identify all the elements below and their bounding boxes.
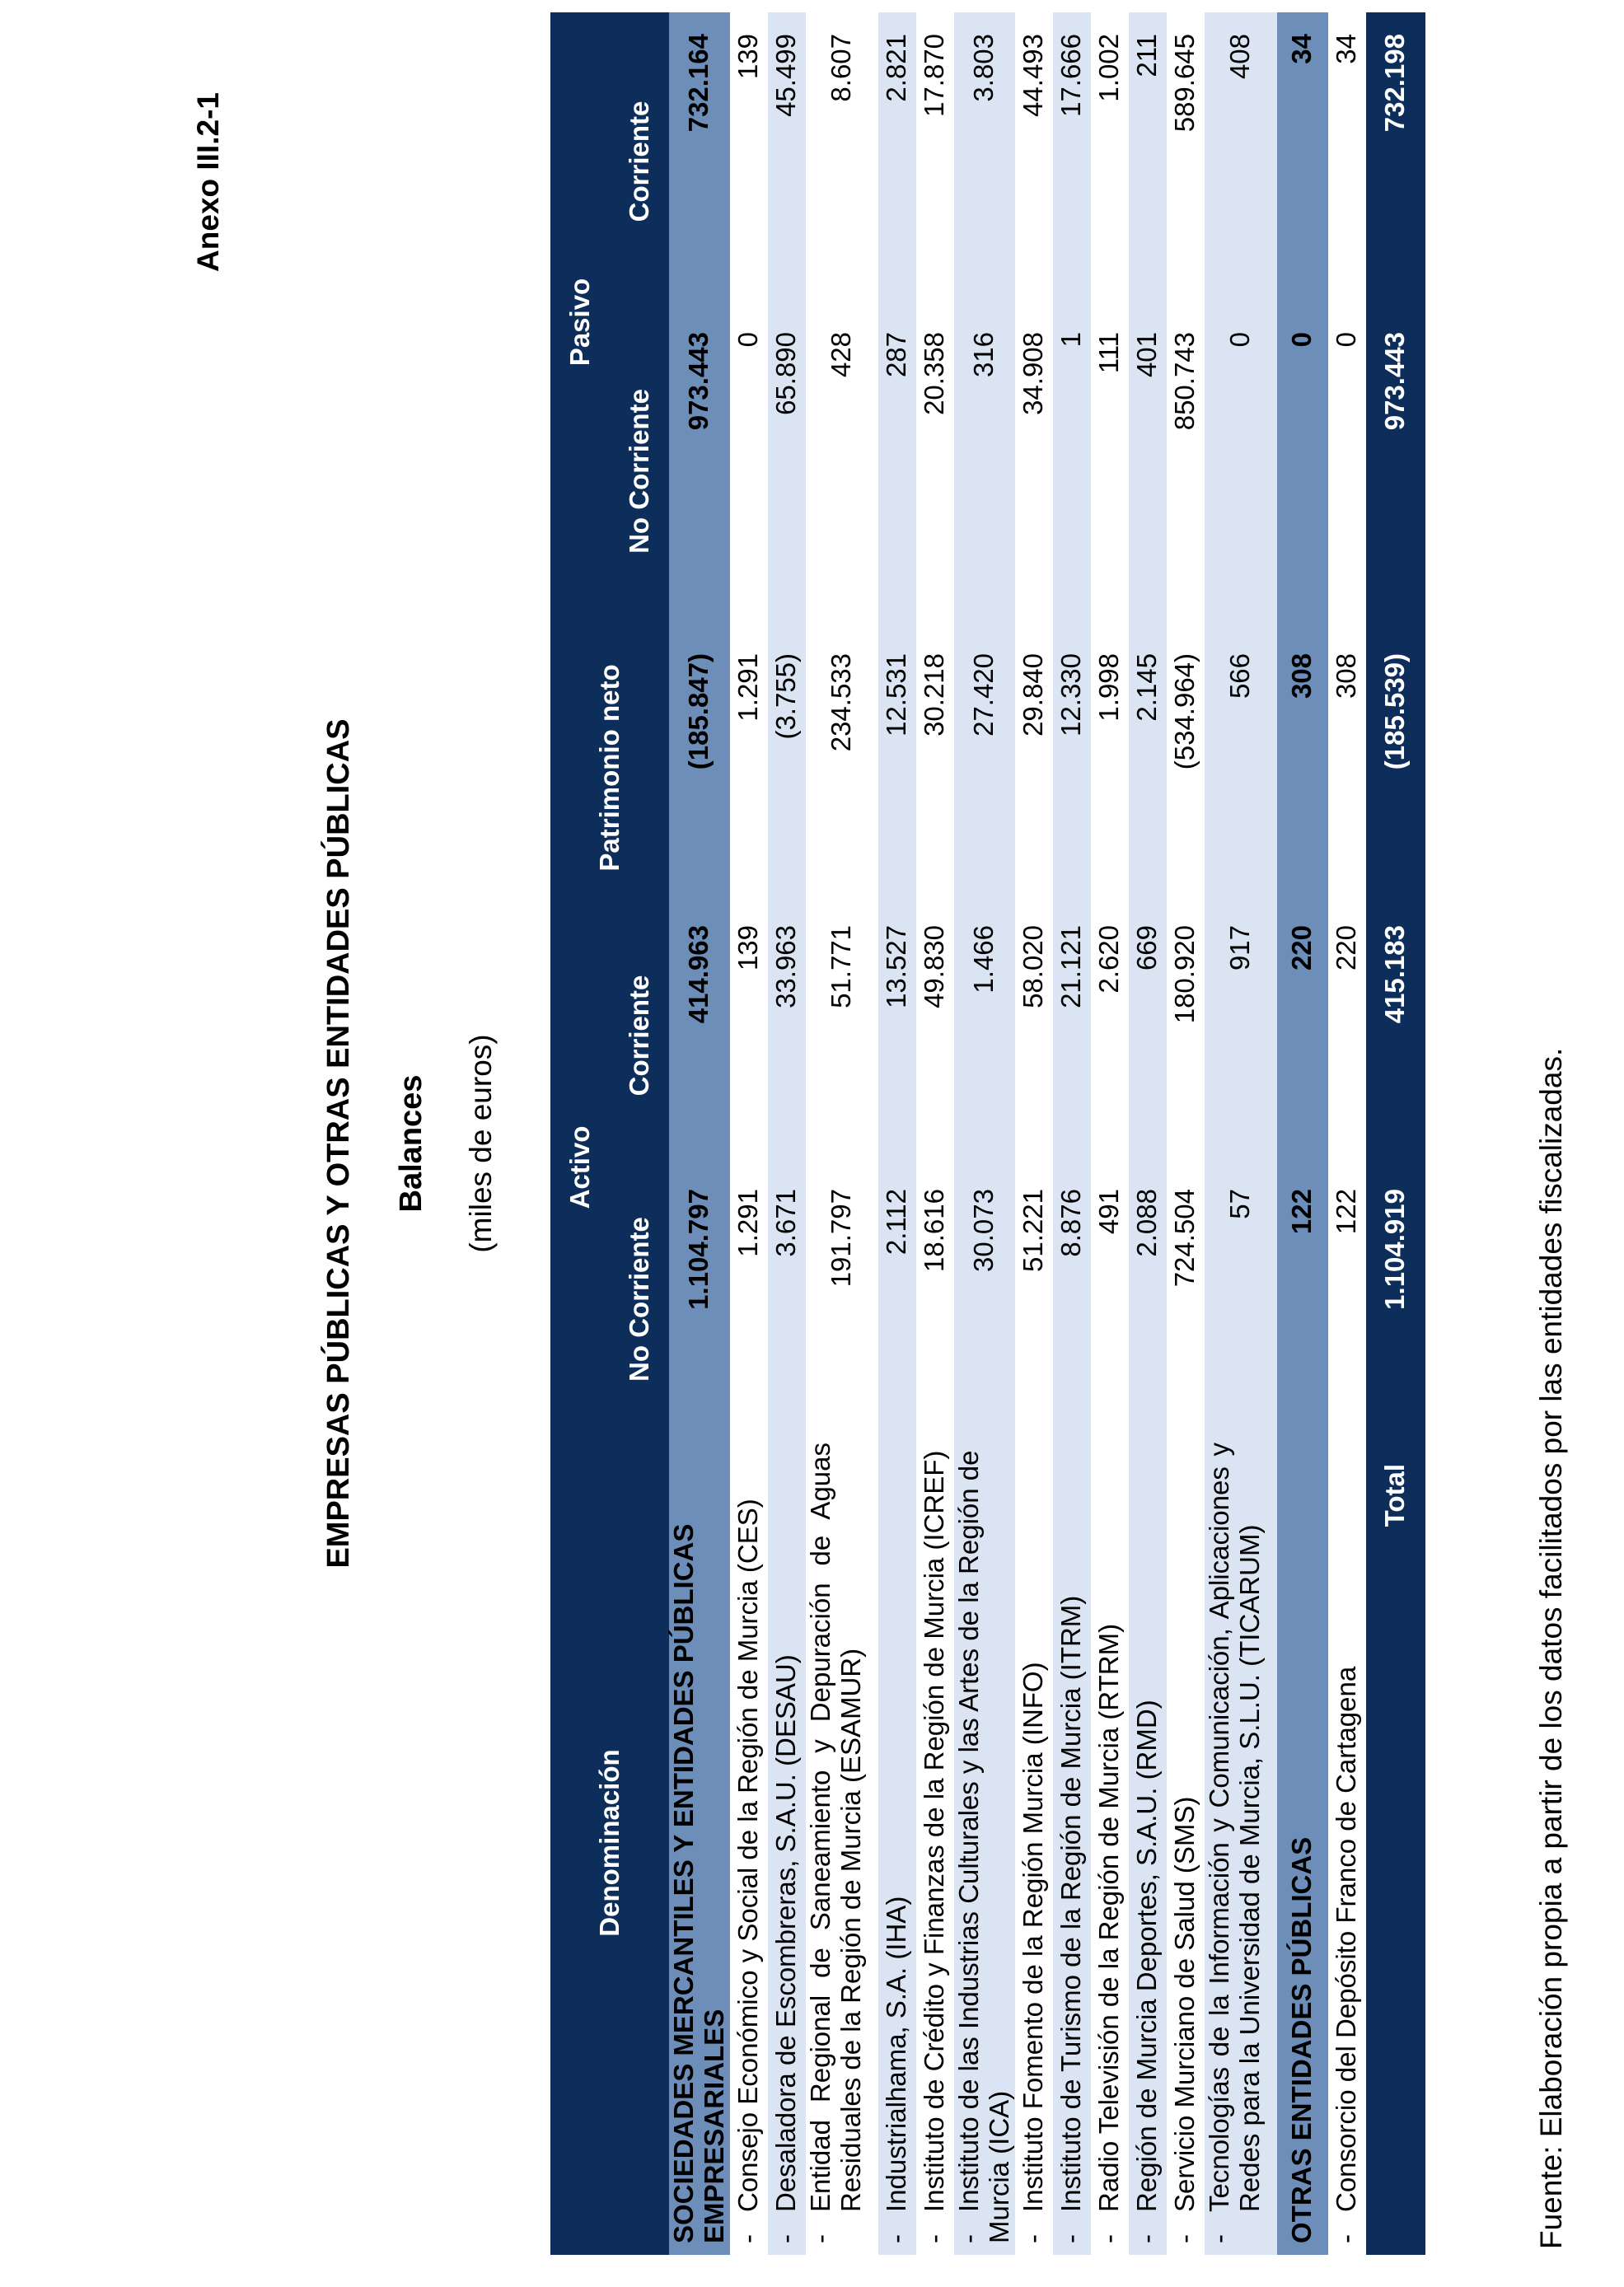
table-row [1015,12,1053,2255]
cell-value: 414.963 [669,904,730,1167]
cell-value: 49.830 [916,904,954,1167]
table-row [878,12,916,2255]
row-name: Entidad Regional de Saneamiento y Depuración de Aguas Residuales de la Región de Murcia (ESAMUR) [804,1443,866,2212]
cell-value: 287 [878,311,916,632]
cell-value: 669 [1129,904,1167,1167]
row-dash: - [1055,2234,1087,2243]
cell-value: 12.531 [878,632,916,904]
cell-value: 122 [1277,1167,1328,1431]
cell-value: 17.870 [916,12,954,311]
cell-value: 973.443 [669,311,730,632]
cell-value: 1.002 [1091,12,1129,311]
cell-value: 8.876 [1053,1167,1091,1431]
header-patrimonio: Patrimonio neto [550,632,669,904]
cell-value: 2.112 [878,1167,916,1431]
cell-value: 21.121 [1053,904,1091,1167]
cell-value: 732.164 [669,12,730,311]
cell-value: 308 [1328,632,1366,904]
cell-value: 51.771 [806,904,878,1167]
cell-value: 30.218 [916,632,954,904]
cell-value: 20.358 [916,311,954,632]
cell-value: 917 [1205,904,1277,1167]
row-name: Consejo Económico y Social de la Región de Murcia (CES) [732,1499,764,2212]
row-name: Servicio Murciano de Salud (SMS) [1169,1796,1200,2212]
table-row [954,12,1015,2255]
cell-value: 30.073 [954,1167,1015,1431]
cell-value: 408 [1205,12,1277,311]
cell-value: 44.493 [1015,12,1053,311]
cell-value: 180.920 [1167,904,1205,1167]
table-row [1053,12,1091,2255]
cell-value: 724.504 [1167,1167,1205,1431]
section-row [669,12,730,2255]
cell-value: 65.890 [768,311,806,632]
cell-value: 1.998 [1091,632,1129,904]
cell-value: 122 [1328,1167,1366,1431]
header-pasivo: Pasivo [550,12,610,632]
row-name: Región de Murcia Deportes, S.A.U. (RMD) [1131,1700,1163,2212]
table-row [768,12,806,2255]
page-subtitle: Balances [394,1074,428,1213]
cell-value: 34.908 [1015,311,1053,632]
cell-value: 33.963 [768,904,806,1167]
row-dash: - [804,2234,835,2243]
row-dash: - [732,2234,764,2243]
cell-value: 1.104.919 [1366,1167,1425,1431]
section-name: SOCIEDADES MERCANTILES Y ENTIDADES PÚBLICAS EMPRESARIALES [669,1431,730,2255]
table-row [1129,12,1167,2255]
balances-table [550,12,1425,2255]
cell-value: 1.291 [730,1167,768,1431]
row-name: Tecnologías de la Información y Comunicación, Aplicaciones y Redes para la Universidad de Murcia, S.L.U. (TICARUM) [1203,1443,1265,2212]
annex-label: Anexo III.2-1 [191,92,225,272]
cell-value: 234.533 [806,632,878,904]
cell-value: (534.964) [1167,632,1205,904]
table-row [916,12,954,2255]
cell-value: 428 [806,311,878,632]
cell-value: 139 [730,904,768,1167]
row-name: Instituto de Crédito y Finanzas de la Región de Murcia (ICREF) [919,1450,950,2212]
cell-value: 401 [1129,311,1167,632]
table-row [1328,12,1366,2255]
table-row [1205,12,1277,2255]
cell-value: 1.104.797 [669,1167,730,1431]
cell-value: 0 [1277,311,1328,632]
cell-value: 139 [730,12,768,311]
row-name: Instituto de las Industrias Culturales y las Artes de la Región de Murcia (ICA) [952,1450,1014,2243]
units-label: (miles de euros) [464,1034,498,1253]
cell-value: 18.616 [916,1167,954,1431]
row-name: Radio Televisión de la Región de Murcia (RTRM) [1093,1623,1125,2212]
row-dash: - [1018,2234,1049,2243]
table-row [806,12,878,2255]
header-pasivo-corriente: Corriente [610,12,669,311]
cell-value: 211 [1129,12,1167,311]
table-row [730,12,768,2255]
row-dash: - [881,2234,912,2243]
row-dash: - [1331,2234,1362,2243]
cell-value: 2.821 [878,12,916,311]
header-denominacion: Denominación [550,1431,669,2255]
cell-value: 34 [1277,12,1328,311]
row-dash: - [952,2234,984,2243]
cell-value: 566 [1205,632,1277,904]
cell-value: 589.645 [1167,12,1205,311]
cell-value: 1 [1053,311,1091,632]
row-name: Instituto Fomento de la Región Murcia (INFO) [1018,1662,1049,2212]
cell-value: 111 [1091,311,1129,632]
cell-value: (185.539) [1366,632,1425,904]
row-name: Consorcio del Depósito Franco de Cartagena [1331,1666,1362,2212]
cell-value: 51.221 [1015,1167,1053,1431]
cell-value: 2.620 [1091,904,1129,1167]
row-dash: - [1093,2234,1125,2243]
cell-value: 220 [1277,904,1328,1167]
header-activo: Activo [550,904,610,1431]
row-dash: - [770,2234,802,2243]
cell-value: (3.755) [768,632,806,904]
cell-value: 0 [1205,311,1277,632]
header-activo-corriente: Corriente [610,904,669,1167]
table-row [1167,12,1205,2255]
row-name: Instituto de Turismo de la Región de Murcia (ITRM) [1055,1595,1087,2212]
cell-value: 1.466 [954,904,1015,1167]
cell-value: 0 [1328,311,1366,632]
table-row [1091,12,1129,2255]
cell-value: 17.666 [1053,12,1091,311]
header-activo-no-corriente: No Corriente [610,1167,669,1431]
cell-value: 58.020 [1015,904,1053,1167]
cell-value: 220 [1328,904,1366,1167]
cell-value: 308 [1277,632,1328,904]
row-name: Desaladora de Escombreras, S.A.U. (DESAU) [770,1654,802,2212]
cell-value: 191.797 [806,1167,878,1431]
total-row [1366,12,1425,2255]
row-dash: - [1169,2234,1200,2243]
cell-value: 316 [954,311,1015,632]
cell-value: 415.183 [1366,904,1425,1167]
source-note: Fuente: Elaboración propia a partir de los datos facilitados por las entidades fiscalizadas. [1534,1047,1568,2249]
row-dash: - [919,2234,950,2243]
cell-value: 0 [730,311,768,632]
cell-value: 27.420 [954,632,1015,904]
row-dash: - [1203,2234,1234,2243]
cell-value: 3.803 [954,12,1015,311]
row-name: Industrialhama, S.A. (IHA) [881,1896,912,2212]
row-dash: - [1131,2234,1163,2243]
cell-value: 3.671 [768,1167,806,1431]
cell-value: 850.743 [1167,311,1205,632]
cell-value: 57 [1205,1167,1277,1431]
cell-value: 8.607 [806,12,878,311]
section-name: OTRAS ENTIDADES PÚBLICAS [1277,1431,1328,2255]
cell-value: 2.145 [1129,632,1167,904]
cell-value: (185.847) [669,632,730,904]
cell-value: 1.291 [730,632,768,904]
cell-value: 34 [1328,12,1366,311]
cell-value: 973.443 [1366,311,1425,632]
header-pasivo-no-corriente: No Corriente [610,311,669,632]
total-label: Total [1366,1431,1425,2255]
cell-value: 491 [1091,1167,1129,1431]
page-title: EMPRESAS PÚBLICAS Y OTRAS ENTIDADES PÚBLICAS [321,718,356,1569]
cell-value: 13.527 [878,904,916,1167]
cell-value: 732.198 [1366,12,1425,311]
cell-value: 29.840 [1015,632,1053,904]
cell-value: 2.088 [1129,1167,1167,1431]
cell-value: 45.499 [768,12,806,311]
cell-value: 12.330 [1053,632,1091,904]
section-row [1277,12,1328,2255]
